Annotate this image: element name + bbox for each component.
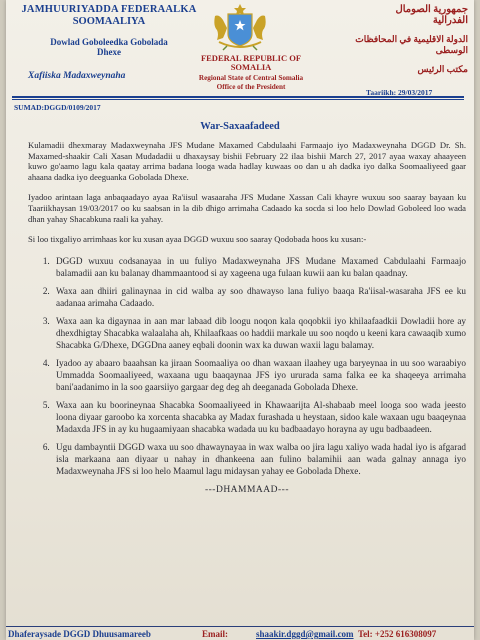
body-paragraph: Si loo tixgaliyo arrimhaas kor ku xusan ayaa DGGD wuxuu soo saaray Qodobada hoos ku xusan:- <box>28 234 367 245</box>
header-english-line1: FEDERAL REPUBLIC OF <box>200 53 302 63</box>
letter-date: Taariikh: 29/03/2017 <box>366 88 433 97</box>
footer-email-link[interactable]: shaakir.dggd@gmail.com <box>256 629 354 639</box>
body-paragraph: Kulamadii dhexmaray Madaxweynaha JFS Mudane Maxamed Cabdulaahi Farmaajo iyo Madaxweynaha DGGD Dr. Sh. Maxamed-shaakir Cali Xasan Mudadadii u dhaxaysay bishii February 22 ilaa bishii March 27, 2017 ayaa waxay ahaayeen kuwo go'aamo lagu kala qaatay arrima badana looga wada hadlay kuwaas oo dan u ah dadka iyo dalka Soomaaliyeed gaar ahaana dadka iyo deeguanka Gobolada Dhexe. <box>28 140 466 182</box>
header-somali-line1: JAMHUURIYADDA FEDERAALKA <box>21 4 197 15</box>
header-english-line2: SOMALIA <box>230 62 272 72</box>
header-english-line3: Regional State of Central Somalia <box>198 74 304 82</box>
header-arabic-block <box>306 4 468 75</box>
header-somali-line2: SOOMAALIYA <box>72 16 146 27</box>
header-divider-thin <box>12 99 464 100</box>
footer-address: Dhaferaysade DGGD Dhuusamareeb <box>8 629 151 639</box>
letter-body <box>28 140 466 495</box>
header-arabic-line2: الفدرالية <box>432 15 468 26</box>
list-item: 5. Waxa aan ku boorineynaa Shacabka Soomaaliyeed in Khawaarijta Al-shabaab meel looga soo wada jeesto loona diyaar garoobo ka xorcenta shacabka ay Madax furashada u heystaan, sidoo kale waxaan ugu baaqeynaa Madaxda JFS in ay ku hugaamiyaan shacabka wadada uu ku badbaadayo horayna ay ugu badbaadeen. <box>52 399 466 435</box>
closing-mark: ---DHAMMAAD--- <box>204 484 290 495</box>
header-arabic-line3: الدولة الاقليمية في المحافظات <box>355 34 468 44</box>
header-arabic-line1: جمهورية الصومال <box>395 4 468 15</box>
footer-email-label: Email: <box>202 629 228 639</box>
list-item: 6. Ugu dambayntii DGGD waxa uu soo dhawaynayaa in wax walba oo jira lagu xaliyo wada hadal iyo is afgarad isla markaana aan diyaar u nahay in dhankeena aan fulino balamihii aan wada galnay annaga iyo Madaxweynaha JFS si loo helo Maamul lagu midaysan yahay ee Gobolada Dhexe. <box>52 441 466 477</box>
letter-subject: War-Saxaafadeed <box>200 121 280 132</box>
header-somali-line4: Dhexe <box>97 47 121 57</box>
header-english-block <box>186 54 316 92</box>
list-item: 2. Waxa aan dhiiri galinaynaa in cid walba ay soo dhawayso lana fuliyo baaqa Ra'iisal-wasaraha JFS ee ku aadanaa arimaha Cadaado. <box>52 285 466 309</box>
header-somali-line3: Dowlad Goboleedka Gobolada <box>50 37 168 47</box>
list-item: 3. Waxa aan ka digaynaa in aan mar labaad dib loogu noqon kala qoqobkii iyo khilaafaadkii Dowladii hore ay dhexdhigtay Shacabka walaalaha ah, Khilaafkaas oo haddii markale uu soo noqdo u keeni kara cawaaqib xumo Shacabka G/Dhexe, DGGDna aaney eqbali doonin wax ka duwan waxii lagu balamay. <box>52 315 466 351</box>
somalia-coat-of-arms-emblem <box>209 2 271 52</box>
header-divider <box>12 96 464 98</box>
footer-phone: Tel: +252 616308097 <box>358 629 437 639</box>
header-arabic-office: مكتب الرئيس <box>417 64 468 74</box>
body-paragraph: Iyadoo arintaan laga anbaqaadayo ayaa Ra'iisul wasaaraha JFS Mudane Xassan Cali khayre wuxuu soo saaray bayaan ku Taariikhaysan 19/03/2017 oo ku saabsan in la dib dhigo arrimaha Cadaado ka socda si loo helo Dowlad Goboleed loo wada dhan yahay Shacabkuna raali ka yahay. <box>28 192 466 224</box>
header-somali-block <box>14 4 204 81</box>
header-somali-office: Xafiiska Madaxweynaha <box>28 71 126 81</box>
reference-number: SUMAD:DGGD/0109/2017 <box>14 103 101 112</box>
list-item: 4. Iyadoo ay abaaro baaahsan ka jiraan Soomaaliya oo dhan waxaan ilaahey uga baryeynaa in uu soo waraabiyo Ummadda Soomaaliyeed, waxaana ugu baaqaynaa JFS iyo ururada sama falka ee ka shaqeeya arrimaha bani'aadanimo in la soo gaarsiiyo gargaar deg deg ah deeganada Gobolada Dhexe. <box>52 357 466 393</box>
points-list <box>28 255 466 477</box>
list-item: 1. DGGD wuxuu codsanayaa in uu fuliyo Madaxweynaha JFS Mudane Maxamed Cabdulaahi Farmaajo balamadii aan ku balanay dhammaantood si ay xageena uga fulaan kuwii aan ku balan qaadnay. <box>52 255 466 279</box>
header-english-line4: Office of the President <box>216 83 286 91</box>
header-arabic-line4: الوسطى <box>435 45 468 55</box>
letter-footer <box>6 626 474 640</box>
letter-sheet <box>6 0 474 640</box>
